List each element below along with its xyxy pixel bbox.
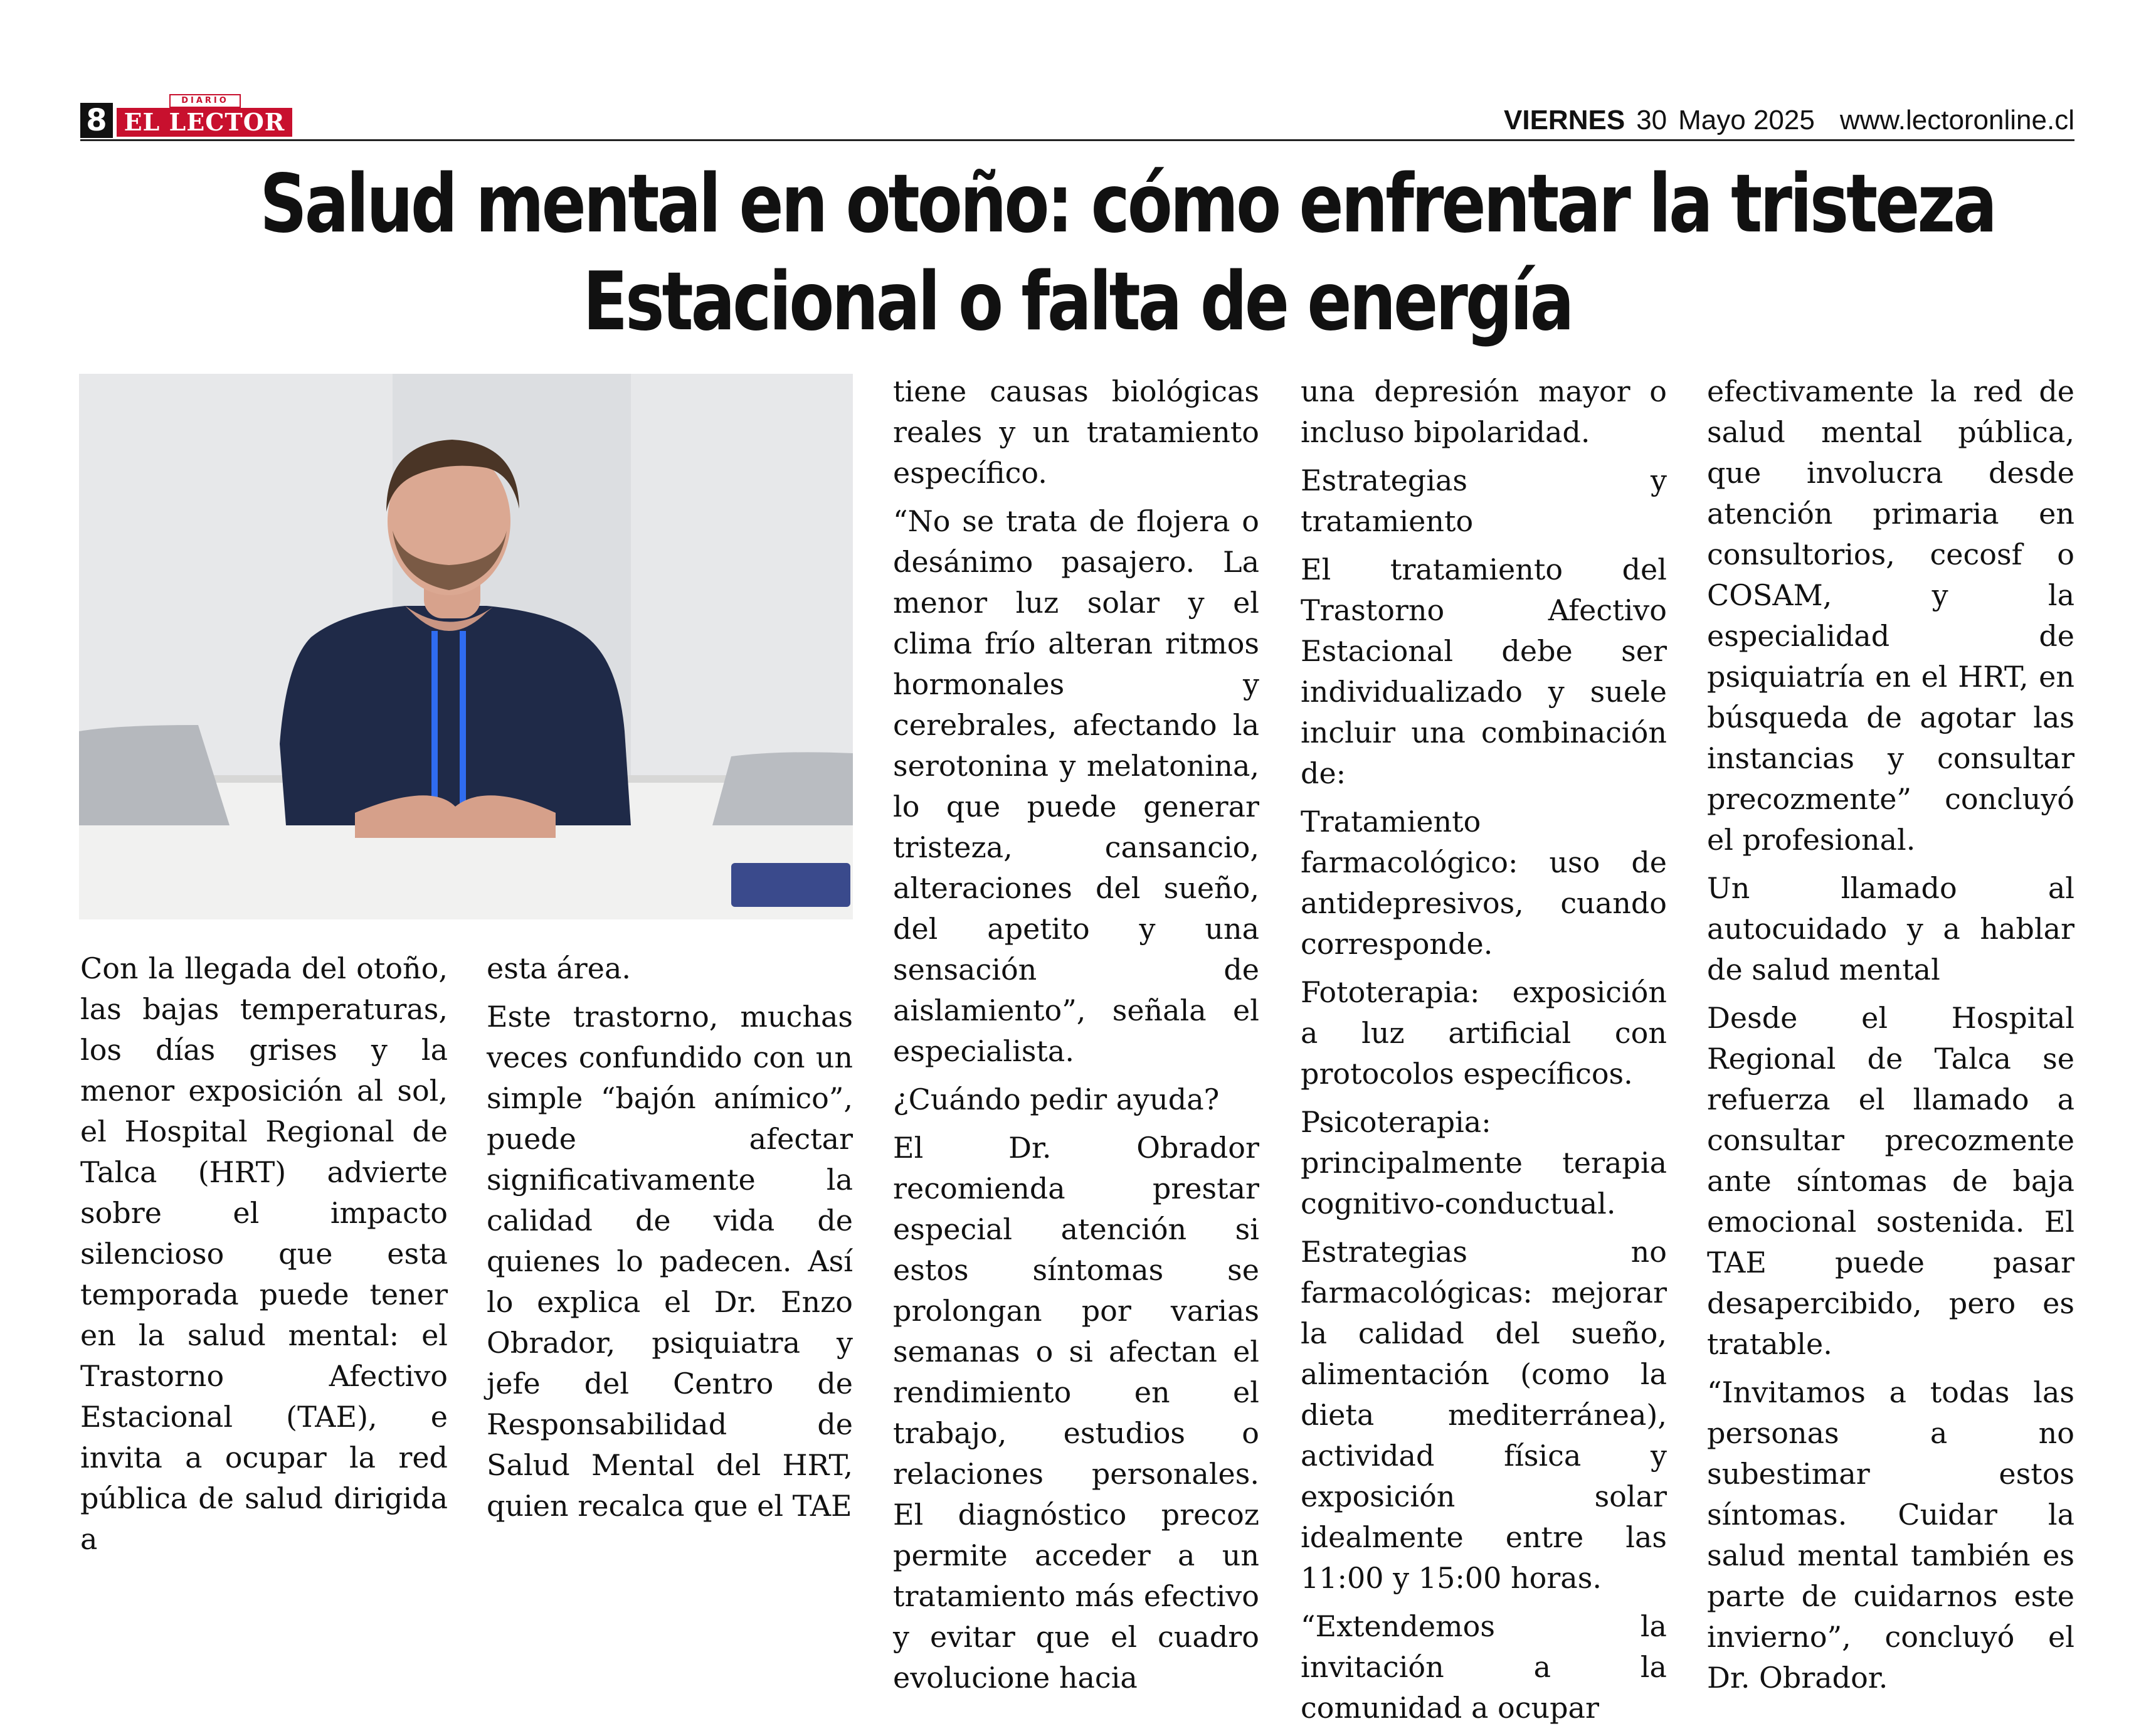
column-3 (893, 371, 1259, 1706)
paragraph: tiene causas biológicas reales y un tratamiento específico. (893, 374, 1259, 490)
logo-name: EL LECTOR (117, 108, 292, 137)
column-2 (487, 948, 853, 1534)
headline-line-2: Estacional o falta de energía (583, 255, 1572, 349)
logo-subtitle: DIARIO (169, 94, 241, 108)
header-date-num: 30 (1636, 105, 1667, 135)
paragraph: Con la llegada del otoño, las bajas temperaturas, los días grises y la menor exposición al sol, el Hospital Regional de Talca (HRT) advierte sobre el impacto silencioso que esta temporada puede tener en la salud mental: el Trastorno Afectivo Estacional (TAE), e invita a ocupar la red pública de salud dirigida a (80, 951, 448, 1556)
header-day: VIERNES (1504, 105, 1625, 135)
subheading: ¿Cuándo pedir ayuda? (893, 1082, 1220, 1116)
paragraph: efectivamente la red de salud mental pública, que involucra desde atención primaria en consultorios, cecosf o COSAM, y la especialidad de psiquiatría en el HRT, en búsqueda de agotar las instancias y consultar precozmente” concluyó el profesional. (1707, 374, 2074, 857)
paragraph: esta área. (487, 951, 631, 985)
page-number: 8 (80, 103, 113, 138)
column-1 (80, 948, 448, 1567)
article-photo (79, 374, 853, 919)
column-5 (1707, 371, 2074, 1706)
paragraph: El tratamiento del Trastorno Afectivo Estacional debe ser individualizado y suele incluir una combinación de: (1301, 553, 1667, 790)
paragraph: Fototerapia: exposición a luz artificial con protocolos específicos. (1301, 975, 1667, 1091)
paragraph: Este trastorno, muchas veces confundido con un simple “bajón anímico”, puede afectar significativamente la calidad de vida de quienes lo padecen. Así lo explica el Dr. Enzo Obrador, psiquiatra y jefe del Centro de Responsabilidad de Salud Mental del HRT, quien recalca que el TAE (487, 1000, 853, 1523)
paragraph: Tratamiento farmacológico: uso de antidepresivos, cuando corresponde. (1301, 805, 1667, 961)
doctor-photo-icon (79, 374, 853, 919)
page-header (80, 96, 2074, 141)
newspaper-logo (117, 96, 292, 138)
header-month-year: Mayo 2025 (1678, 105, 1815, 135)
article-headline (260, 156, 1995, 351)
paragraph: “Invitamos a todas las personas a no subestimar estos síntomas. Cuidar la salud mental también es parte de cuidarnos este invierno”, concluyó el Dr. Obrador. (1707, 1375, 2074, 1695)
paragraph: Estrategias no farmacológicas: mejorar la calidad del sueño, alimentación (como la dieta mediterránea), actividad física y exposición solar idealmente entre las 11:00 y 15:00 horas. (1301, 1235, 1667, 1595)
paragraph: Psicoterapia: principalmente terapia cognitivo-conductual. (1301, 1105, 1667, 1220)
paragraph: “Extendemos la invitación a la comunidad a ocupar (1301, 1609, 1667, 1725)
header-dateline (1493, 104, 2074, 137)
paragraph: “No se trata de flojera o desánimo pasajero. La menor luz solar y el clima frío alteran ritmos hormonales y cerebrales, afectando la serotonina y melatonina, lo que puede generar tristeza, cansancio, alteraciones del sueño, del apetito y una sensación de aislamiento”, señala el especialista. (893, 504, 1259, 1068)
paragraph: una depresión mayor o incluso bipolaridad. (1301, 374, 1667, 449)
column-4 (1301, 371, 1667, 1736)
paragraph: El Dr. Obrador recomienda prestar especial atención si estos síntomas se prolongan por varias semanas o si afectan el rendimiento en el trabajo, estudios o relaciones personales. El diagnóstico precoz permite acceder a un tratamiento más efectivo y evitar que el cuadro evolucione hacia (893, 1131, 1259, 1695)
paragraph: Desde el Hospital Regional de Talca se refuerza el llamado a consultar precozmente ante síntomas de baja emocional sostenida. El TAE puede pasar desapercibido, pero es tratable. (1707, 1001, 2074, 1361)
headline-line-1: Salud mental en otoño: cómo enfrentar la tristeza (260, 157, 1995, 251)
subheading: Estrategias y tratamiento (1301, 463, 1667, 538)
header-website[interactable]: www.lectoronline.cl (1839, 105, 2074, 135)
subheading: Un llamado al autocuidado y a hablar de salud mental (1707, 871, 2074, 987)
